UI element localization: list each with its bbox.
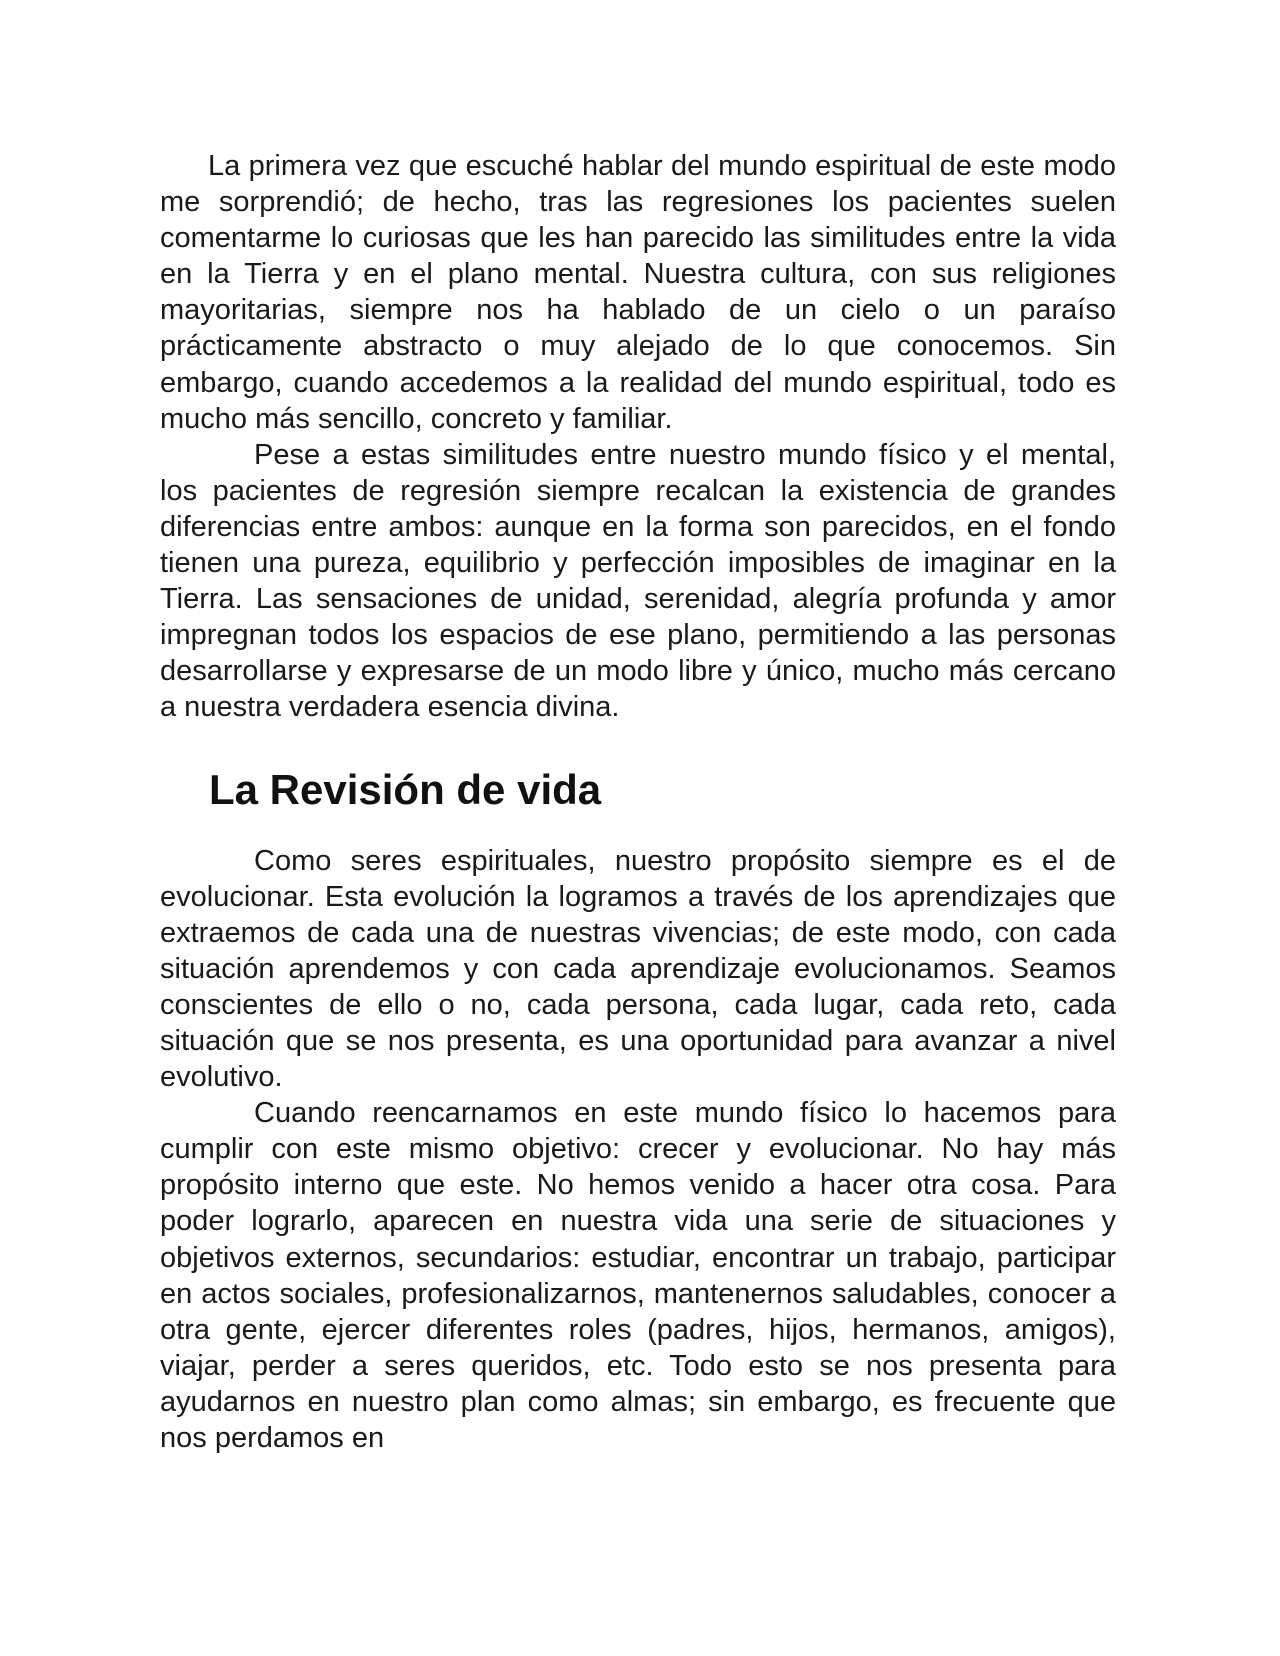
document-page <box>160 148 1116 1456</box>
paragraph-section-2: Cuando reencarnamos en este mundo físico lo hacemos para cumplir con este mismo objetivo: crecer y evolucionar. No hay más propósito interno que este. No hemos venido a hacer otra cosa. Para poder lograrlo, aparecen en nuestra vida una serie de situaciones y objetivos externos, secundarios: estudiar, encontrar un trabajo, participar en actos sociales, profesionalizarnos, mantenernos saludables, conocer a otra gente, ejercer diferentes roles (padres, hijos, hermanos, amigos), viajar, perder a seres queridos, etc. Todo esto se nos presenta para ayudarnos en nuestro plan como almas; sin embargo, es frecuente que nos perdamos en <box>160 1097 1116 1454</box>
paragraph-intro-2: Pese a estas similitudes entre nuestro mundo físico y el mental, los pacientes de regresión siempre recalcan la existencia de grandes diferencias entre ambos: aunque en la forma son parecidos, en el fondo tienen una pureza, equilibrio y perfección imposibles de imaginar en la Tierra. Las sensaciones de unidad, serenidad, alegría profunda y amor impregnan todos los espacios de ese plano, permitiendo a las personas desarrollarse y expresarse de un modo libre y único, mucho más cercano a nuestra verdadera esencia divina. <box>160 438 1116 724</box>
section-heading: La Revisión de vida <box>209 765 602 813</box>
paragraph-intro-1: La primera vez que escuché hablar del mundo espiritual de este modo me sorprendió; de hecho, tras las regresiones los pacientes suelen comentarme lo curiosas que les han parecido las similitudes entre la vida en la Tierra y en el plano mental. Nuestra cultura, con sus religiones mayoritarias, siempre nos ha hablado de un cielo o un paraíso prácticamente abstracto o muy alejado de lo que conocemos. Sin embargo, cuando accedemos a la realidad del mundo espiritual, todo es mucho más sencillo, concreto y familiar. <box>160 150 1116 435</box>
paragraph-section-1: Como seres espirituales, nuestro propósito siempre es el de evolucionar. Esta evolución la logramos a través de los aprendizajes que extraemos de cada una de nuestras vivencias; de este modo, con cada situación aprendemos y con cada aprendizaje evolucionamos. Seamos conscientes de ello o no, cada persona, cada lugar, cada reto, cada situación que se nos presenta, es una oportunidad para avanzar a nivel evolutivo. <box>160 844 1116 1094</box>
section-body <box>160 843 1116 1457</box>
